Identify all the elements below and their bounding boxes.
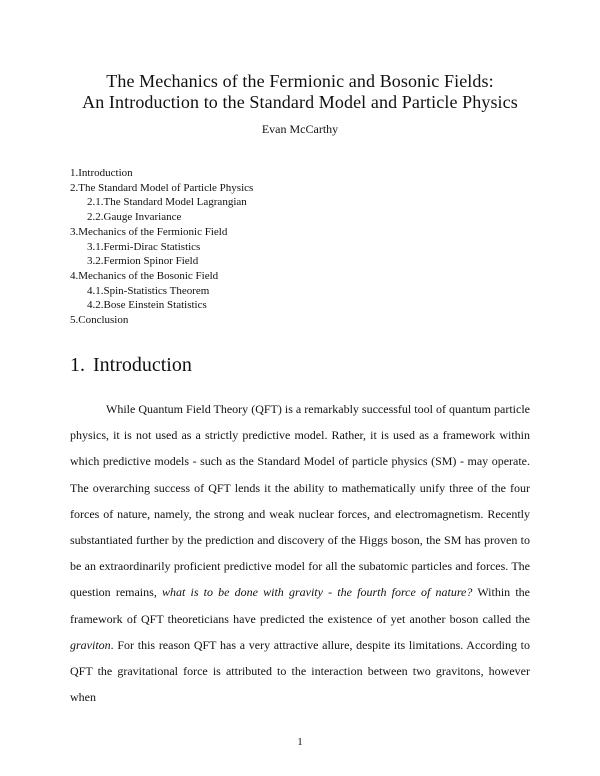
paragraph-line xyxy=(70,579,530,605)
paragraph-line: While Quantum Field Theory (QFT) is a remarkably successful tool of quantum particle xyxy=(106,402,530,416)
introduction-paragraph xyxy=(70,396,530,705)
paragraph-line: which predictive models - such as the Standard Model of particle physics (SM) - may operate. xyxy=(70,454,530,469)
toc-item: 5.Conclusion xyxy=(70,314,129,327)
toc-item: 2.2.Gauge Invariance xyxy=(87,211,182,224)
paper-title-line-1: The Mechanics of the Fermionic and Bosonic Fields: xyxy=(106,71,494,91)
section-heading: 1. Introduction xyxy=(70,354,192,376)
paragraph-text: question remains, xyxy=(70,585,162,600)
paragraph-line: QFT the gravitational force is attributed to the interaction between two gravitons, however when xyxy=(70,663,530,705)
paper-title-line-2: An Introduction to the Standard Model and Particle Physics xyxy=(82,92,518,112)
toc-item: 2.1.The Standard Model Lagrangian xyxy=(87,196,247,209)
toc-item: 3.2.Fermion Spinor Field xyxy=(87,255,199,268)
toc-item: 4.1.Spin-Statistics Theorem xyxy=(87,284,210,297)
paragraph-line: be an extraordinarily proficient predictive model for all the subatomic particles and forces. The xyxy=(70,559,530,574)
paragraph-line: forces of nature, namely, the strong and weak nuclear forces, and electromagnetism. Recently xyxy=(70,506,530,521)
toc-item: 4.Mechanics of the Bosonic Field xyxy=(70,269,219,282)
paragraph-line: The overarching success of QFT lends it the ability to mathematically unify three of the four xyxy=(70,480,530,495)
paragraph-text: Within the xyxy=(472,585,530,600)
paragraph-line: substantiated further by the prediction and discovery of the Higgs boson, the SM has proven to xyxy=(70,532,530,547)
paragraph-text: . For this reason QFT has a very attractive allure, despite its limitations. According to xyxy=(110,637,530,652)
toc-item: 3.1.Fermi-Dirac Statistics xyxy=(87,240,201,253)
paragraph-emphasis: what is to be done with gravity - the fourth force of nature? xyxy=(161,585,473,600)
toc-item: 2.The Standard Model of Particle Physics xyxy=(70,181,254,194)
toc-item: 3.Mechanics of the Fermionic Field xyxy=(70,225,228,238)
table-of-contents xyxy=(70,166,253,328)
page-number: 1 xyxy=(297,736,303,748)
paragraph-emphasis: graviton xyxy=(70,637,111,652)
paragraph-line: physics, it is not used as a strictly predictive model. Rather, it is used as a framework within xyxy=(70,428,530,443)
author-name: Evan McCarthy xyxy=(261,122,339,136)
toc-item: 1.Introduction xyxy=(70,167,133,179)
paragraph-line xyxy=(70,632,530,658)
paragraph-line: framework of QFT theoreticians have predicted the existence of yet another boson called the xyxy=(70,611,530,626)
toc-item: 4.2.Bose Einstein Statistics xyxy=(87,299,207,312)
